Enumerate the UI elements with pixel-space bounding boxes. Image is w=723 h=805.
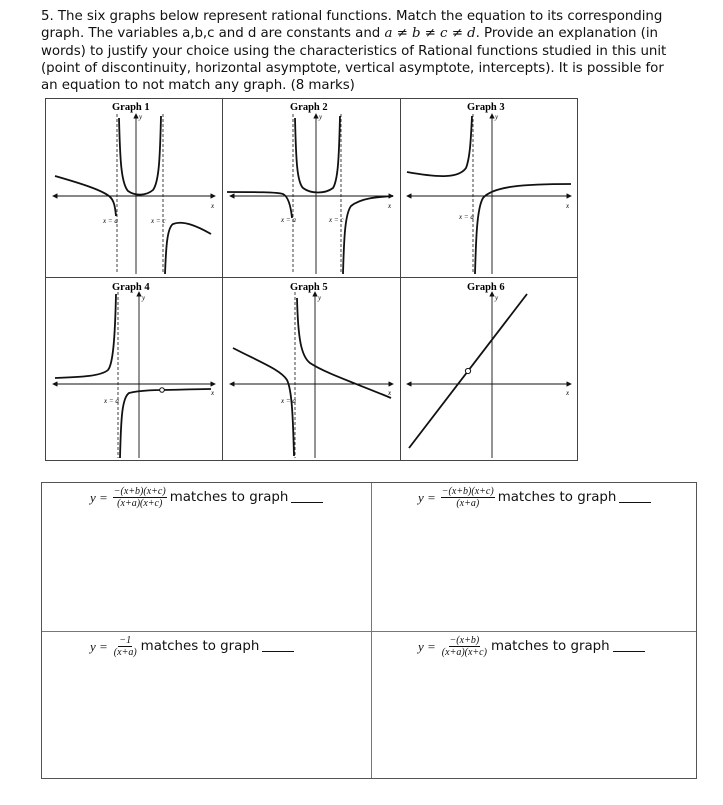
hole-point [465, 368, 470, 373]
equation-lhs: y = [90, 489, 108, 505]
graph-title: Graph 3 [467, 102, 505, 113]
question-line-2-end: . Provide an explanation (in [475, 26, 658, 42]
x-axis-label: x [211, 202, 215, 210]
fraction [113, 635, 138, 658]
graph-title: Graph 2 [290, 102, 328, 113]
curve [55, 294, 116, 378]
x-axis-label: x [566, 202, 570, 210]
curve [119, 116, 161, 195]
y-axis-label: y [139, 113, 143, 121]
fraction [113, 486, 167, 509]
numerator: −1 [119, 635, 132, 646]
answer-blank[interactable] [613, 641, 645, 652]
question-line-3: words) to justify your choice using the characteristics of Rational functions studied in this unit [41, 43, 667, 59]
denominator: (x+a) [113, 647, 137, 658]
y-axis-label: y [142, 294, 146, 302]
graph-1 [53, 102, 215, 274]
equation-lhs: y = [90, 638, 108, 654]
match-text: matches to graph [490, 639, 610, 654]
match-text: matches to graph [497, 490, 617, 505]
asymptote-label: x = a [281, 216, 296, 224]
graph-3 [407, 102, 571, 274]
equation-2 [418, 486, 651, 509]
curve [165, 223, 211, 274]
y-axis-label: y [319, 113, 323, 121]
graph-2 [227, 102, 393, 274]
curve [475, 184, 571, 274]
asymptote-label: x = a [103, 217, 118, 225]
x-axis-label: x [388, 202, 392, 210]
fraction [441, 486, 495, 509]
x-axis-label: x [388, 389, 392, 397]
curve [120, 389, 211, 458]
numerator: −(x+b)(x+c) [113, 486, 166, 497]
graphs-grid [45, 98, 578, 461]
answer-table [41, 482, 697, 779]
curve [343, 196, 393, 274]
match-text: matches to graph [169, 490, 289, 505]
denominator: (x+a)(x+c) [441, 647, 487, 658]
question-line-5: an equation to not match any graph. (8 marks) [41, 78, 355, 94]
question-number: 5. [41, 9, 54, 24]
y-axis-label: y [318, 294, 322, 302]
hole-point [160, 388, 165, 393]
equation-4 [418, 635, 645, 658]
asymptote-label: x = c [151, 217, 166, 225]
equation-lhs: y = [418, 489, 436, 505]
asymptote-label: x = a [281, 397, 296, 405]
answer-blank[interactable] [291, 492, 323, 503]
question-text [41, 8, 691, 94]
question-line-4: (point of discontinuity, horizontal asymptote, vertical asymptote, intercepts). It is possible for [41, 60, 664, 76]
question-line-1: The six graphs below represent rational functions. Match the equation to its corresponding [57, 9, 663, 24]
graph-5 [230, 282, 393, 458]
match-text: matches to graph [140, 639, 260, 654]
question-line-2: graph. The variables a,b,c and d are constants and [41, 26, 385, 42]
denominator: (x+a)(x+c) [117, 498, 163, 509]
x-axis-label: x [211, 389, 215, 397]
inequality: a ≠ b ≠ c ≠ d [384, 26, 476, 42]
table-divider [42, 631, 696, 632]
denominator: (x+a) [456, 498, 480, 509]
numerator: −(x+b) [449, 635, 480, 646]
answer-blank[interactable] [619, 492, 651, 503]
graph-title: Graph 6 [467, 282, 505, 293]
curve [295, 116, 340, 193]
graph-6 [407, 282, 571, 458]
y-axis-label: y [495, 294, 499, 302]
asymptote-label: x = a [104, 397, 119, 405]
equation-1 [90, 486, 323, 509]
curve [407, 116, 472, 176]
asymptote-label: x = c [329, 216, 344, 224]
graph-title: Graph 1 [112, 102, 150, 113]
y-axis-label: y [495, 113, 499, 121]
numerator: −(x+b)(x+c) [441, 486, 494, 497]
answer-blank[interactable] [262, 641, 294, 652]
equation-lhs: y = [418, 638, 436, 654]
graph-title: Graph 4 [112, 282, 150, 293]
curve [297, 298, 391, 398]
graph-4 [53, 282, 215, 458]
equation-3 [90, 635, 294, 658]
x-axis-label: x [566, 389, 570, 397]
asymptote-label: x = a [459, 213, 474, 221]
graph-title: Graph 5 [290, 282, 328, 293]
fraction [441, 635, 488, 658]
